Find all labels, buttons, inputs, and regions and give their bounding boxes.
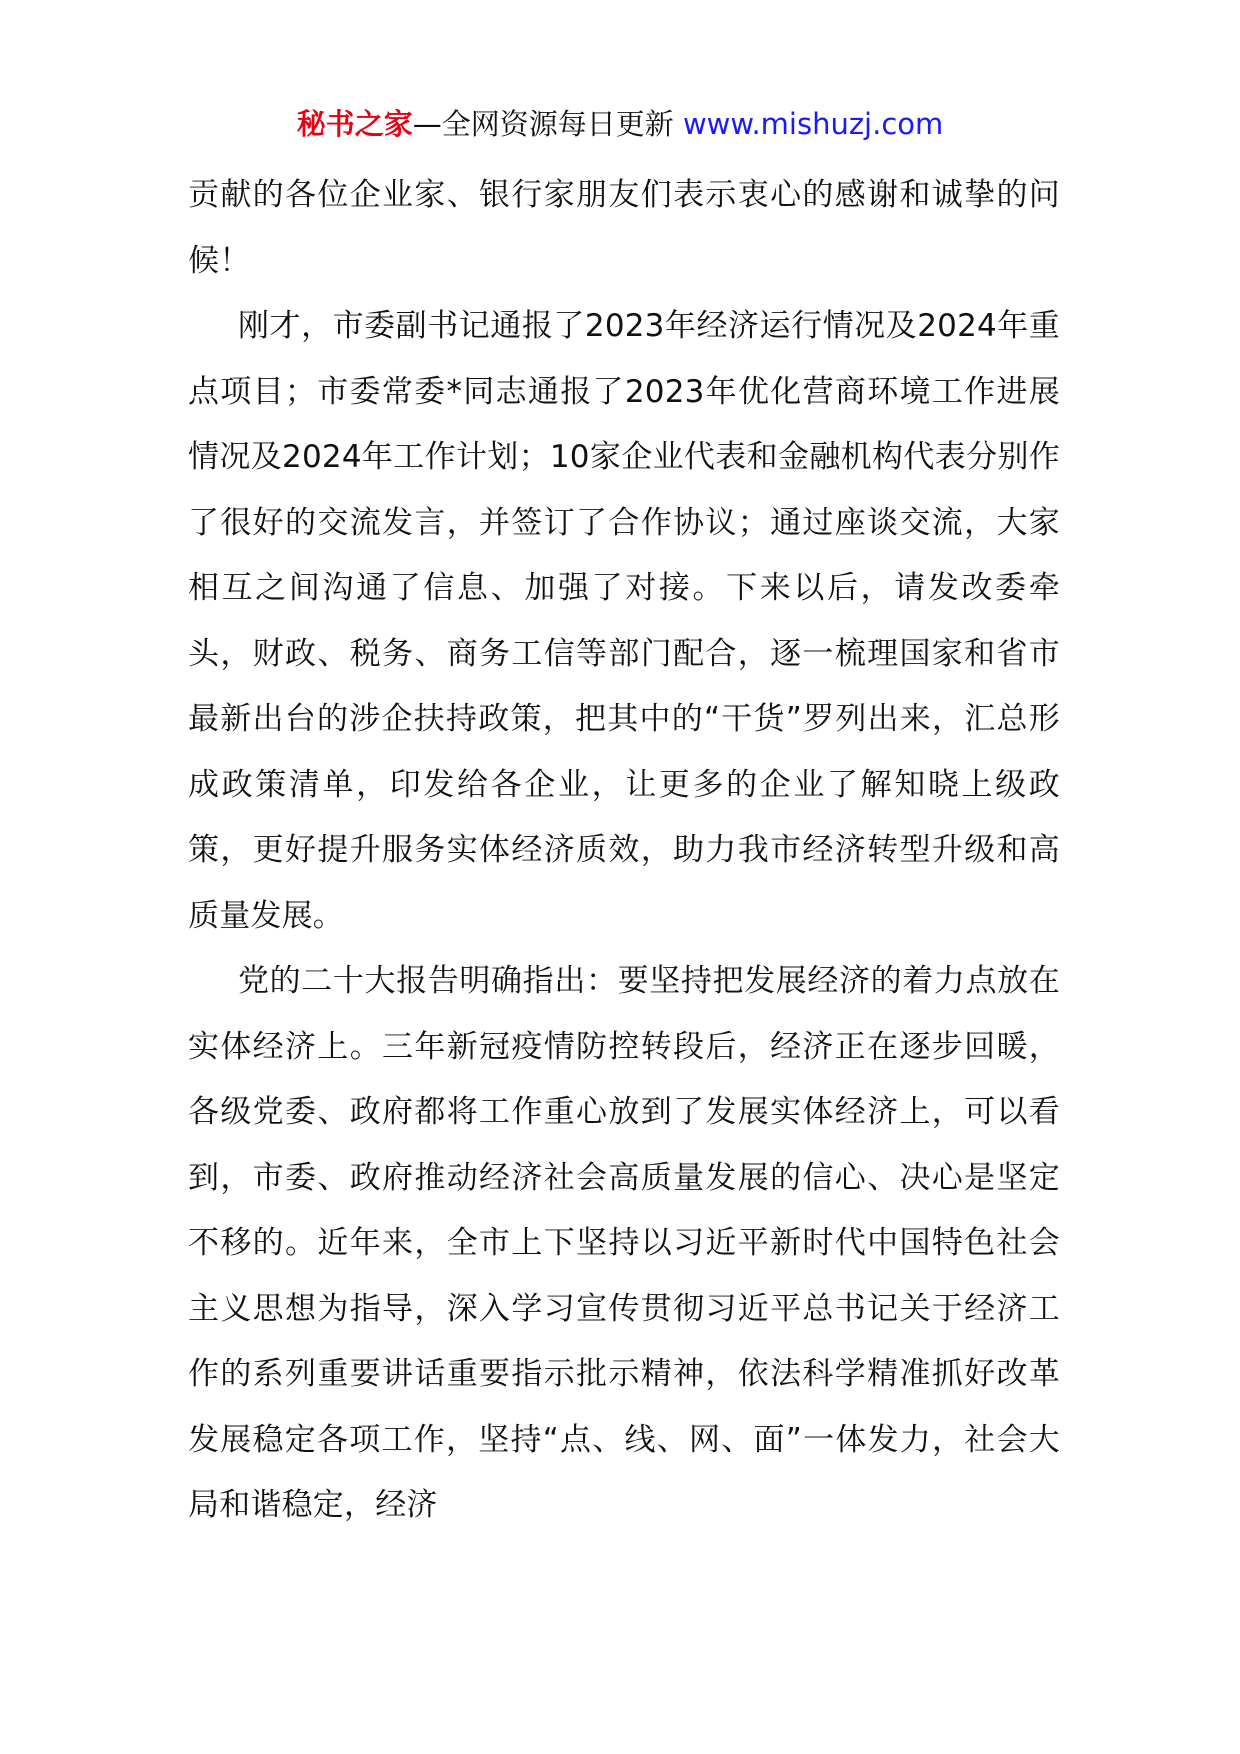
paragraph: 刚才，市委副书记通报了2023年经济运行情况及2024年重点项目；市委常委*同志通报了2023年优化营商环境工作进展情况及2024年工作计划；10家企业代表和金融机构代表分别作了很好的交流发言，并签订了合作协议；通过座谈交流，大家相互之间沟通了信息、加强了对接。下来以后，请发改委牵头，财政、税务、商务工信等部门配合，逐一梳理国家和省市最新出台的涉企扶持政策，把其中的“干货”罗列出来，汇总形成政策清单，印发给各企业，让更多的企业了解知晓上级政策，更好提升服务实体经济质效，助力我市经济转型升级和高质量发展。 xyxy=(188,308,1060,934)
paragraph: 党的二十大报告明确指出：要坚持把发展经济的着力点放在实体经济上。三年新冠疫情防控转段后，经济正在逐步回暖，各级党委、政府都将工作重心放到了发展实体经济上，可以看到，市委、政府推动经济社会高质量发展的信心、决心是坚定不移的。近年来，全市上下坚持以习近平新时代中国特色社会主义思想为指导，深入学习宣传贯彻习近平总书记关于经济工作的系列重要讲话重要指示批示精神，依法科学精准抓好改革发展稳定各项工作，坚持“点、线、网、面”一体发力，社会大局和谐稳定，经济 xyxy=(188,963,1060,1523)
brand-name: 秘书之家 xyxy=(296,107,413,141)
site-header xyxy=(0,100,1240,148)
header-tagline: —全网资源每日更新 xyxy=(412,107,683,141)
site-url-link[interactable]: www.mishuzj.com xyxy=(682,107,944,141)
document-body xyxy=(188,163,1060,1539)
paragraph-continuation: 贡献的各位企业家、银行家朋友们表示衷心的感谢和诚挚的问候！ xyxy=(188,177,1060,279)
